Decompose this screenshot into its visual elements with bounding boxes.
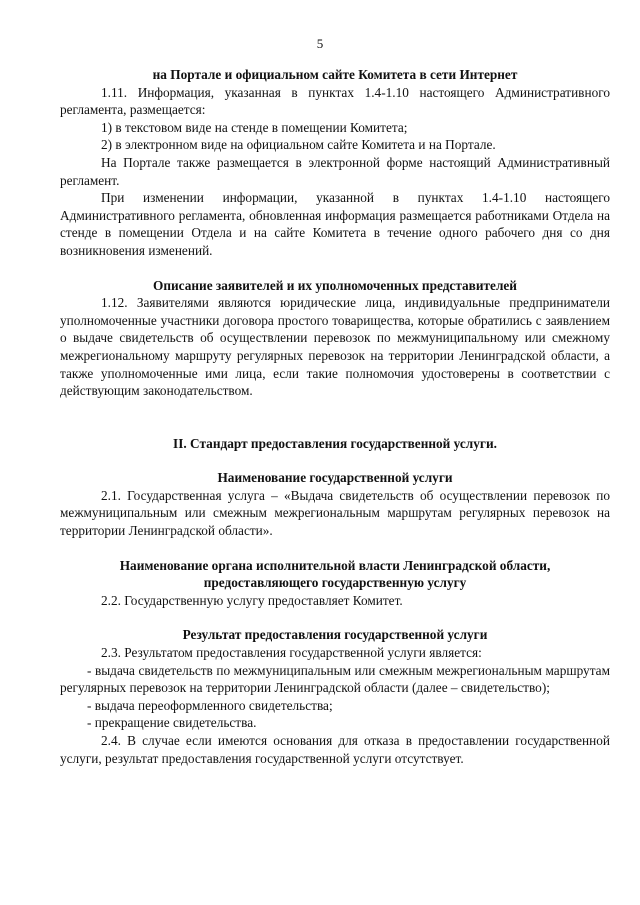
heading-authority-line-2: предоставляющего государственную услугу <box>203 575 467 591</box>
heading-section-2: II. Стандарт предоставления государственной услуги. <box>173 435 497 451</box>
paragraph-1-11-item-1: 1) в текстовом виде на стенде в помещении Комитета; <box>101 119 408 135</box>
heading-authority-line-1: Наименование органа исполнительной власти Ленинградской области, <box>119 557 551 573</box>
paragraph-1-11: 1.11. Информация, указанная в пунктах 1.4-1.10 настоящего Административного регламента, размещается: <box>60 84 610 118</box>
paragraph-1-11-item-2: 2) в электронном виде на официальном сайте Комитета и на Портале. <box>101 137 496 153</box>
paragraph-1-12: 1.12. Заявителями являются юридические лица, индивидуальные предприниматели уполномоченные участники договора простого товарищества, которые обратились с заявлением о выдаче свидетельств об осуществлении перевозок по межмуниципальному или смежному межрегиональному маршруту регулярных перевозок на территории Ленинградской области, а также уполномоченные ими лица, если такие полномочия удостоверены в соответствии с действующим законодательством. <box>60 295 610 399</box>
paragraph-2-3: 2.3. Результатом предоставления государственной услуги является: <box>101 645 482 661</box>
heading-applicants: Описание заявителей и их уполномоченных представителей <box>153 277 517 293</box>
paragraph-change: При изменении информации, указанной в пунктах 1.4-1.10 настоящего Административного регламента, обновленная информация размещается работниками Отдела на стенде в помещении Отдела и на сайте Комитета в течение одного рабочего дня со дня возникновения изменений. <box>60 190 610 258</box>
section-heading-tail: на Портале и официальном сайте Комитета в сети Интернет <box>152 67 518 82</box>
page-number: 5 <box>316 36 324 51</box>
paragraph-2-1: 2.1. Государственная услуга – «Выдача свидетельств об осуществлении перевозок по межмуниципальным или смежным межрегиональным маршрутам регулярных перевозок на территории Ленинградской области». <box>60 487 610 539</box>
paragraph-2-3-item-3: - прекращение свидетельства. <box>87 715 257 731</box>
paragraph-2-3-item-2: - выдача переоформленного свидетельства; <box>87 697 333 713</box>
heading-result: Результат предоставления государственной услуги <box>182 627 488 643</box>
paragraph-2-4: 2.4. В случае если имеются основания для отказа в предоставлении государственной услуги, результат предоставления государственной услуги отсутствует. <box>60 733 610 766</box>
paragraph-portal: На Портале также размещается в электронной форме настоящий Административный регламент. <box>60 154 610 188</box>
heading-service-name: Наименование государственной услуги <box>217 470 453 486</box>
paragraph-2-3-item-1: - выдача свидетельств по межмуниципальным или смежным межрегиональным маршрутам регулярных перевозок на территории Ленинградской области (далее – свидетельство); <box>60 662 610 696</box>
document-body <box>60 66 610 767</box>
paragraph-2-2: 2.2. Государственную услугу предоставляет Комитет. <box>101 592 403 608</box>
